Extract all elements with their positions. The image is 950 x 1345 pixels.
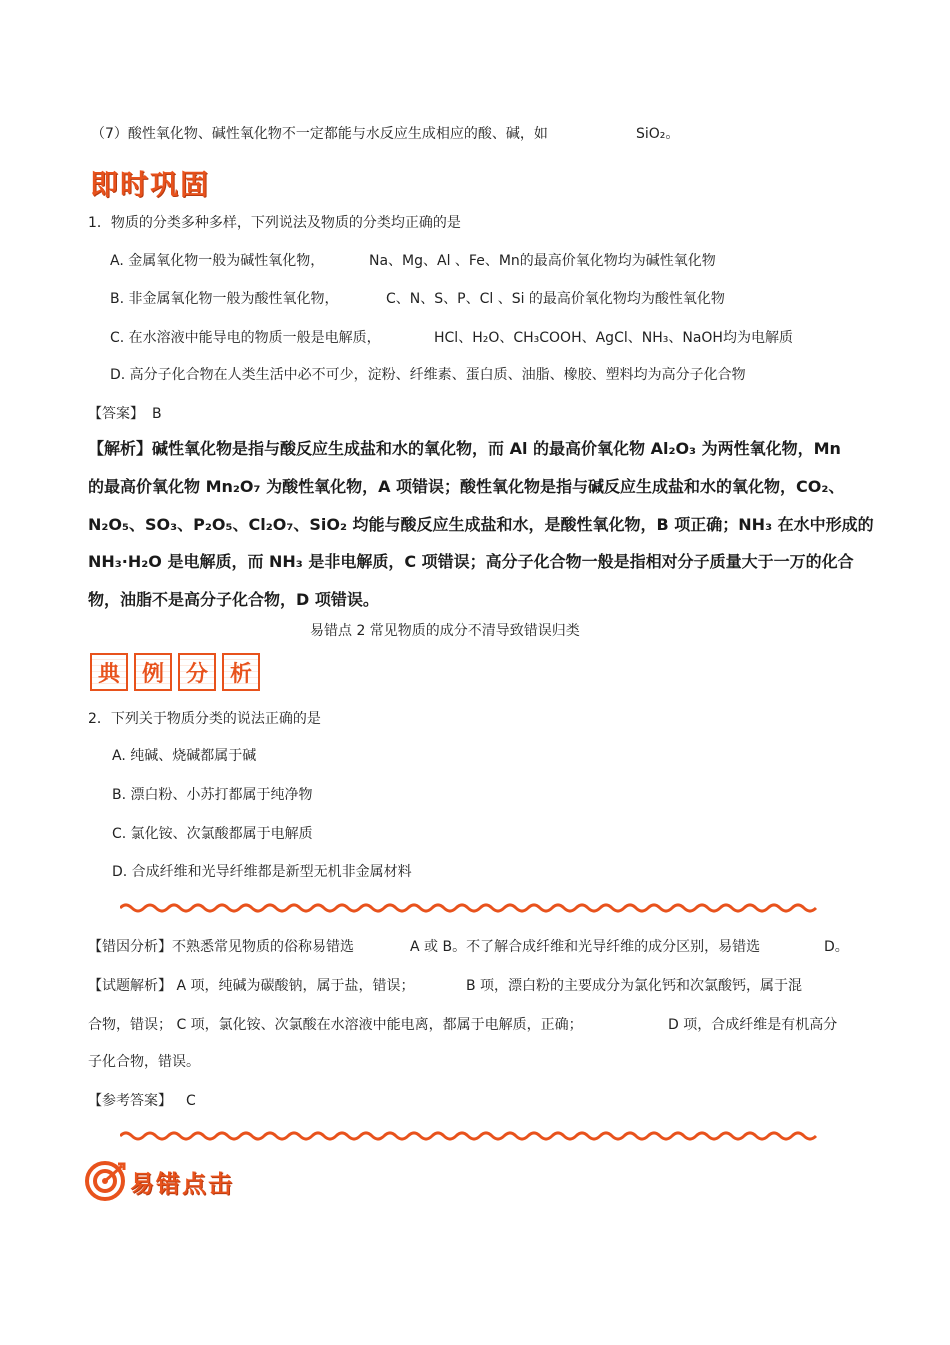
banner-example-analysis [90, 653, 266, 691]
q1-option-c: C. 在水溶液中能导电的物质一般是电解质， [110, 330, 381, 346]
q2-option-b: B. 漂白粉、小苏打都属于纯净物 [112, 787, 313, 803]
answer1-label: 【答案】 [88, 406, 144, 422]
error-analysis-3: D。 [824, 939, 849, 955]
banner-instant-review-text: 即时巩固 [90, 168, 211, 201]
wave-divider-2 [120, 1130, 822, 1142]
answer1-value: B [152, 406, 162, 422]
test-analysis-2a: 合物，错误； C 项，氯化铵、次氯酸在水溶液中能电离，都属于电解质，正确； [88, 1017, 583, 1033]
banner-char-2: 例 [134, 653, 172, 691]
test-analysis-1a: 【试题解析】 A 项，纯碱为碳酸钠，属于盐，错误； [88, 978, 415, 994]
q1-option-b: B. 非金属氧化物一般为酸性氧化物， [110, 291, 339, 307]
explain1-line5: 物，油脂不是高分子化合物，D 项错误。 [88, 590, 379, 609]
q2-option-d: D. 合成纤维和光导纤维都是新型无机非金属材料 [112, 864, 412, 880]
ref-answer-label: 【参考答案】 [88, 1093, 172, 1109]
test-analysis-3: 子化合物，错误。 [88, 1054, 200, 1070]
banner-instant-review [90, 163, 210, 203]
q1-option-c-list: HCl、H₂O、CH₃COOH、AgCl、NH₃、NaOH均为电解质 [434, 330, 793, 346]
wave-divider-1 [120, 902, 822, 914]
banner-char-4: 析 [222, 653, 260, 691]
ref-answer-value: C [186, 1093, 196, 1109]
banner-error-points [84, 1160, 234, 1202]
error-analysis-1: 【错因分析】不熟悉常见物质的俗称易错选 [88, 939, 354, 955]
note-7: （7）酸性氧化物、碱性氧化物不一定都能与水反应生成相应的酸、碱，如 [91, 126, 548, 142]
q1-option-a: A. 金属氧化物一般为碱性氧化物， [110, 253, 325, 269]
q1-option-b-list: C、N、S、P、Cl 、Si 的最高价氧化物均为酸性氧化物 [386, 291, 725, 307]
explain1-line4: NH₃·H₂O 是电解质，而 NH₃ 是非电解质，C 项错误；高分子化合物一般是指相对分子质量大于一万的化合 [88, 552, 854, 571]
banner-error-points-text: 易错点击 [130, 1168, 234, 1198]
q1-option-d: D. 高分子化合物在人类生活中必不可少，淀粉、纤维素、蛋白质、油脂、橡胶、塑料均为高分子化合物 [110, 367, 746, 383]
test-analysis-2b: D 项，合成纤维是有机高分 [668, 1017, 838, 1033]
q2-option-a: A. 纯碱、烧碱都属于碱 [112, 748, 257, 764]
explain1-line3: N₂O₅、SO₃、P₂O₅、Cl₂O₇、SiO₂ 均能与酸反应生成盐和水，是酸性氧化物，B 项正确；NH₃ 在水中形成的 [88, 515, 874, 534]
note-7-formula: SiO₂。 [636, 126, 680, 142]
section-title: 易错点 2 常见物质的成分不清导致错误归类 [310, 623, 580, 639]
banner-char-3: 分 [178, 653, 216, 691]
target-icon [84, 1160, 126, 1202]
banner-char-1: 典 [90, 653, 128, 691]
q2-stem: 2．下列关于物质分类的说法正确的是 [88, 711, 321, 727]
error-analysis-2: A 或 B。不了解合成纤维和光导纤维的成分区别，易错选 [410, 939, 761, 955]
q1-stem: 1．物质的分类多种多样，下列说法及物质的分类均正确的是 [88, 215, 461, 231]
explain1-line1: 【解析】碱性氧化物是指与酸反应生成盐和水的氧化物，而 Al 的最高价氧化物 Al₂O₃ 为两性氧化物，Mn [88, 439, 841, 458]
q2-option-c: C. 氯化铵、次氯酸都属于电解质 [112, 826, 313, 842]
q1-option-a-list: Na、Mg、Al 、Fe、Mn的最高价氧化物均为碱性氧化物 [369, 253, 716, 269]
test-analysis-1b: B 项，漂白粉的主要成分为氯化钙和次氯酸钙，属于混 [466, 978, 803, 994]
explain1-line2: 的最高价氧化物 Mn₂O₇ 为酸性氧化物，A 项错误；酸性氧化物是指与碱反应生成盐和水的氧化物，CO₂、 [88, 477, 845, 496]
